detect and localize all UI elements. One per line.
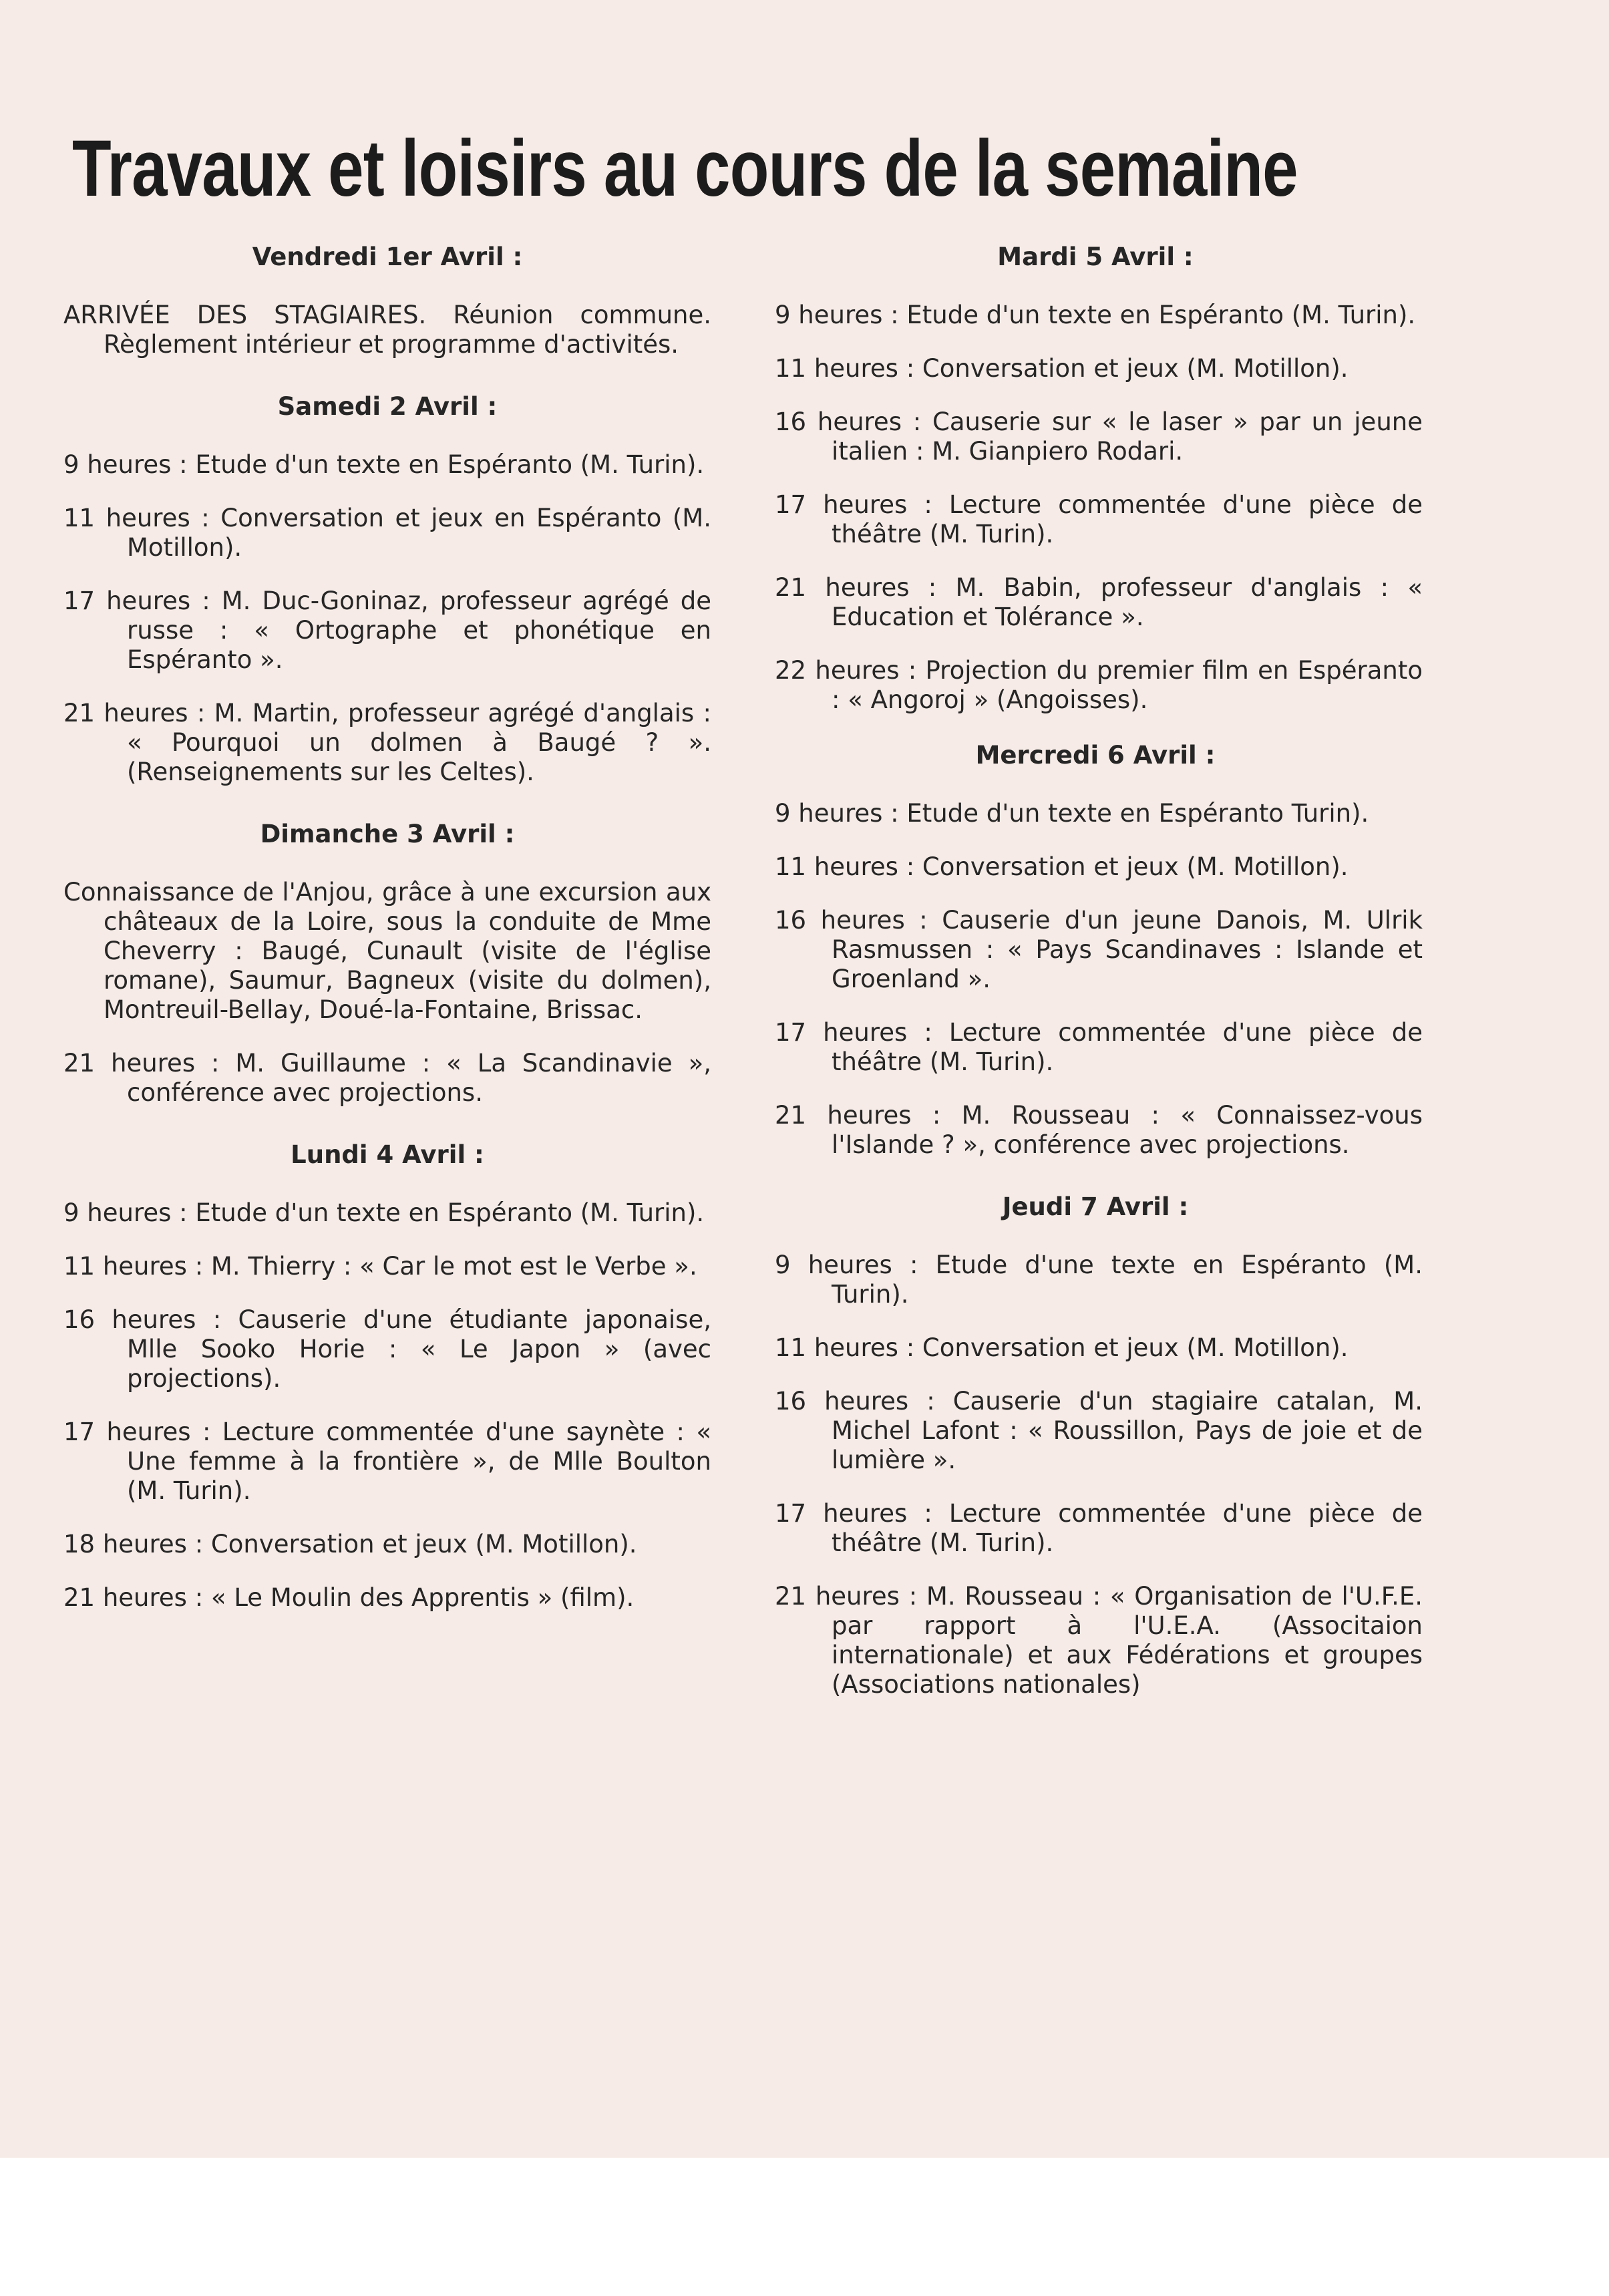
schedule-entry: ARRIVÉE DES STAGIAIRES. Réunion commune. Règlement intérieur et programme d'activités. [63, 301, 711, 359]
schedule-entry: 16 heures : Causerie d'un stagiaire catalan, M. Michel Lafont : « Roussillon, Pays de joie et de lumière ». [775, 1387, 1423, 1474]
left-column [63, 227, 711, 1637]
schedule-entry: 17 heures : Lecture commentée d'une pièce de théâtre (M. Turin). [775, 1018, 1423, 1076]
schedule-entry: 21 heures : M. Martin, professeur agrégé d'anglais : « Pourquoi un dolmen à Baugé ? ». (Renseignements sur les Celtes). [63, 699, 711, 786]
schedule-entry: 9 heures : Etude d'un texte en Espéranto Turin). [775, 799, 1369, 828]
day-heading: Vendredi 1er Avril : [252, 242, 523, 271]
schedule-entry: 11 heures : Conversation et jeux (M. Motillon). [775, 852, 1349, 881]
schedule-entry: 21 heures : « Le Moulin des Apprentis » (film). [63, 1583, 635, 1612]
schedule-entry: 9 heures : Etude d'une texte en Espéranto (M. Turin). [775, 1251, 1423, 1309]
schedule-entry: 22 heures : Projection du premier film en Espéranto : « Angoroj » (Angoisses). [775, 656, 1423, 714]
schedule-entry: 16 heures : Causerie d'un jeune Danois, M. Ulrik Rasmussen : « Pays Scandinaves : Islande et Groenland ». [775, 906, 1423, 993]
schedule-entry: 16 heures : Causerie d'une étudiante japonaise, Mlle Sooko Horie : « Le Japon » (avec projections). [63, 1305, 711, 1393]
day-heading: Lundi 4 Avril : [291, 1140, 484, 1169]
schedule-entry: 17 heures : M. Duc-Goninaz, professeur agrégé de russe : « Ortographe et phonétique en Espéranto ». [63, 587, 711, 674]
schedule-entry: 18 heures : Conversation et jeux (M. Motillon). [63, 1530, 637, 1559]
schedule-entry: 9 heures : Etude d'un texte en Espéranto (M. Turin). [775, 301, 1416, 329]
day-thursday [768, 1190, 1423, 1699]
day-heading: Jeudi 7 Avril : [1002, 1192, 1189, 1221]
schedule-entry: 21 heures : M. Babin, professeur d'anglais : « Education et Tolérance ». [775, 573, 1423, 631]
day-wednesday [768, 739, 1423, 1160]
day-tuesday [768, 240, 1423, 715]
schedule-entry: 17 heures : Lecture commentée d'une saynète : « Une femme à la frontière », de Mlle Boulton (M. Turin). [63, 1418, 711, 1505]
schedule-entry: 11 heures : Conversation et jeux en Espéranto (M. Motillon). [63, 504, 711, 562]
schedule-entry: 11 heures : Conversation et jeux (M. Motillon). [775, 354, 1349, 383]
schedule-entry: 9 heures : Etude d'un texte en Espéranto (M. Turin). [63, 450, 705, 479]
schedule-entry: 11 heures : Conversation et jeux (M. Motillon). [775, 1333, 1349, 1362]
schedule-entry: 11 heures : M. Thierry : « Car le mot est le Verbe ». [63, 1252, 697, 1281]
day-heading: Mardi 5 Avril : [997, 242, 1194, 271]
day-heading: Samedi 2 Avril : [277, 392, 498, 421]
day-saturday [63, 390, 711, 787]
schedule-entry: 16 heures : Causerie sur « le laser » par un jeune italien : M. Gianpiero Rodari. [775, 407, 1423, 466]
right-column [768, 227, 1423, 1724]
schedule-entry: Connaissance de l'Anjou, grâce à une excursion aux châteaux de la Loire, sous la conduite de Mme Cheverry : Baugé, Cunault (visite de l'église romane), Saumur, Bagneux (visite du dolmen), Montreuil-Bellay, Doué-la-Fontaine, Brissac. [63, 878, 711, 1024]
schedule-entry: 17 heures : Lecture commentée d'une pièce de théâtre (M. Turin). [775, 1499, 1423, 1557]
day-heading: Dimanche 3 Avril : [260, 820, 515, 848]
schedule-entry: 17 heures : Lecture commentée d'une pièce de théâtre (M. Turin). [775, 490, 1423, 548]
schedule-entry: 9 heures : Etude d'un texte en Espéranto (M. Turin). [63, 1198, 705, 1227]
page-title: Travaux et loisirs au cours de la semaine [72, 124, 1298, 213]
schedule-entry: 21 heures : M. Rousseau : « Organisation de l'U.F.E. par rapport à l'U.E.A. (Associtaion internationale) et aux Fédérations et groupes (Associations nationales) [775, 1582, 1423, 1699]
day-heading: Mercredi 6 Avril : [975, 741, 1216, 770]
schedule-entry: 21 heures : M. Guillaume : « La Scandinavie », conférence avec projections. [63, 1049, 711, 1107]
day-sunday [63, 818, 711, 1108]
day-monday [63, 1138, 711, 1613]
schedule-entry: 21 heures : M. Rousseau : « Connaissez-vous l'Islande ? », conférence avec projections. [775, 1101, 1423, 1159]
day-friday [63, 240, 711, 359]
